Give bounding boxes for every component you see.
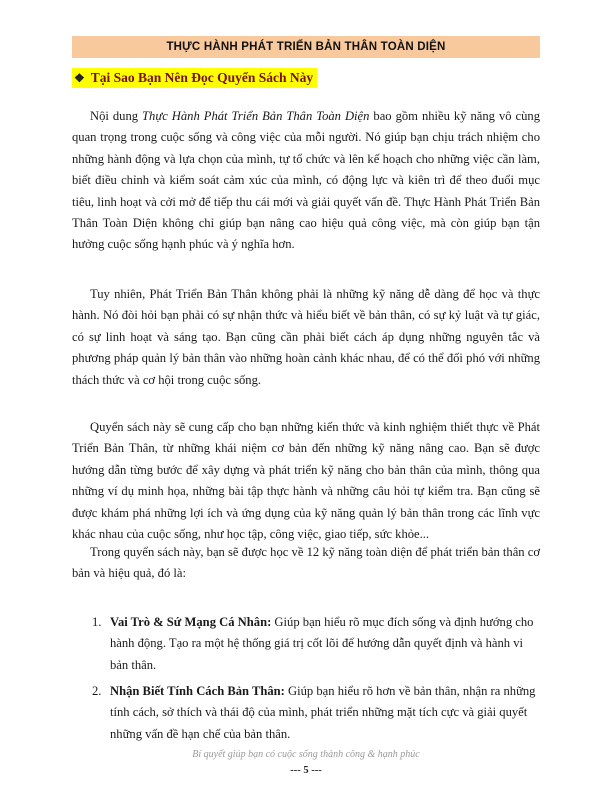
- paragraph-book-content-body: Quyển sách này sẽ cung cấp cho bạn những kiến thức và kinh nghiệm thiết thực về Phát Triển Bản Thân, từ những khái niệm cơ bản đến những kỹ năng nâng cao. Bạn sẽ được hướng dẫn từng bước để xây dựng và phát triển kỹ năng cho bản thân của mình, thông qua những ví dụ minh họa, những bài tập thực hành và những câu hỏi tự kiểm tra. Bạn cũng sẽ được khám phá những lợi ích và ứng dụng của kỹ năng quản lý bản thân trong các lĩnh vực khác nhau của cuộc sống, như học tập, công việc, giao tiếp, sức khỏe...: [72, 420, 540, 542]
- section-heading: [72, 68, 317, 88]
- section-heading-text: Tại Sao Bạn Nên Đọc Quyển Sách Này: [90, 70, 314, 85]
- paragraph-challenges: [72, 284, 540, 391]
- list-item-text: Giúp bạn hiểu rõ mục đích sống và định hướng cho hành động. Tạo ra một hệ thống giá trị cốt lõi để hướng dẫn quyết định và hành vi bản thân.: [110, 615, 534, 672]
- list-item-lead: Nhận Biết Tính Cách Bản Thân:: [110, 684, 285, 698]
- diamond-bullet-icon: ❖: [74, 70, 85, 85]
- paragraph-book-content: [72, 417, 540, 545]
- list-item-text: Giúp bạn hiểu rõ hơn về bản thân, nhận ra những tính cách, sở thích và thái độ của mình, phát triển những mặt tích cực và giải quyết những vấn đề hạn chế của bản thân.: [110, 684, 536, 741]
- paragraph-challenges-body: Tuy nhiên, Phát Triển Bản Thân không phải là những kỹ năng dễ dàng để học và thực hành. Nó đòi hỏi bạn phải có sự nhận thức và hiểu biết về bản thân, có sự kỷ luật và tự giác, có sự linh hoạt và sáng tạo. Bạn cũng cần phải biết cách áp dụng những nguyên tắc và phương pháp quản lý bản thân vào những hoàn cảnh khác nhau, để có thể đối phó với những thách thức và cơ hội trong cuộc sống.: [72, 287, 540, 387]
- list-item-lead: Vai Trò & Sứ Mạng Cá Nhân:: [110, 615, 272, 629]
- paragraph-intro: [72, 106, 540, 256]
- page-number: --- 5 ---: [290, 765, 322, 776]
- list-item-number: 2.: [92, 684, 102, 698]
- page-header-title: THỰC HÀNH PHÁT TRIỂN BẢN THÂN TOÀN DIỆN: [166, 41, 446, 53]
- list-item: [92, 681, 540, 745]
- footer-tagline: Bí quyết giúp bạn có cuộc sống thành công & hạnh phúc: [192, 749, 420, 760]
- page-header-bar: [72, 36, 540, 58]
- list-item: [92, 612, 540, 676]
- paragraph-skills-intro-body: Trong quyển sách này, bạn sẽ được học về 12 kỹ năng toàn diện để phát triển bản thân cơ bản và hiệu quả, đó là:: [72, 545, 540, 581]
- paragraph-skills-intro: [72, 542, 540, 585]
- paragraph-intro-body: bao gồm nhiều kỹ năng vô cùng quan trọng trong cuộc sống và công việc của mỗi người. Nó giúp bạn chịu trách nhiệm cho những hành động và lựa chọn của mình, tự tổ chức và lên kế hoạch cho những việc cần làm, biết điều chỉnh và kiểm soát cảm xúc của mình, có động lực và kiên trì để theo đuổi mục tiêu, linh hoạt và cởi mở để tiếp thu cái mới và giải quyết vấn đề. Thực Hành Phát Triển Bản Thân Toàn Diện không chỉ giúp bạn nâng cao hiệu quả công việc, mà còn giúp bạn tận hưởng cuộc sống hạnh phúc và ý nghĩa hơn.: [72, 109, 540, 252]
- list-item-number: 1.: [92, 615, 102, 629]
- paragraph-intro-prefix: Nội dung: [90, 109, 143, 123]
- book-title-italic: Thực Hành Phát Triển Bản Thân Toàn Diện: [142, 109, 370, 123]
